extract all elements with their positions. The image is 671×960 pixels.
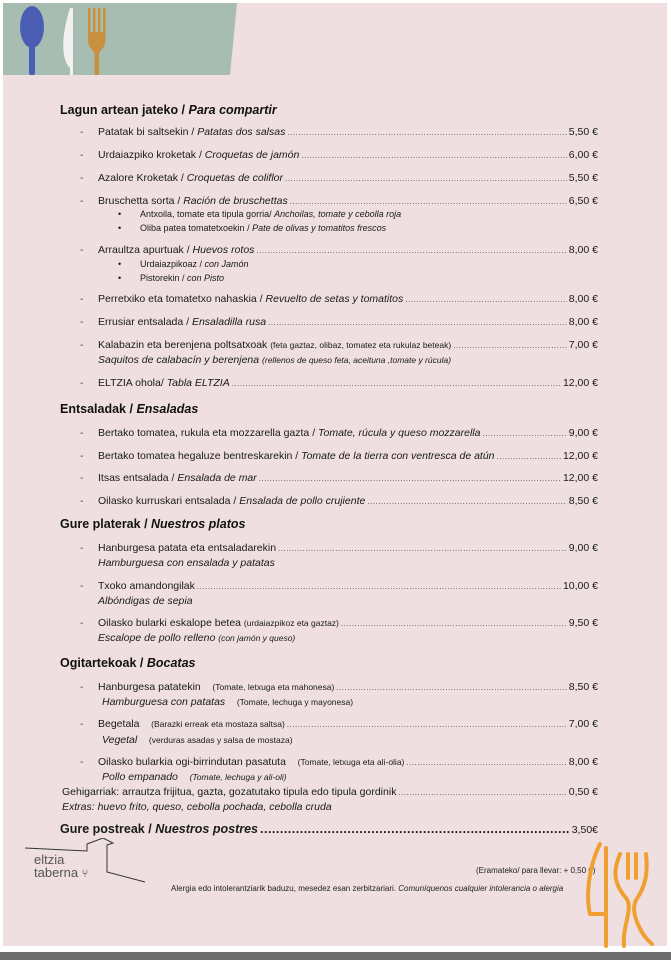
- item-ingredients-es: (verduras asadas y salsa de mostaza): [148, 735, 293, 745]
- item-price: 8,00 €: [568, 293, 598, 305]
- section-heading-nuestros-platos: [60, 517, 245, 531]
- item-option: • Pistorekin / con Pisto: [118, 273, 225, 283]
- section-heading-para-compartir: [60, 103, 277, 117]
- item-ingredients-es: (Tomate, lechuga y ali-oli): [189, 772, 287, 782]
- item-ingredients-es: (Tomate, lechuga y mayonesa): [236, 697, 354, 707]
- section-title-es: Ensaladas: [136, 402, 199, 416]
- menu-item: - Patatak bi saltsekin / Patatas dos salsas ..... 5,50 €: [80, 126, 598, 140]
- item-name-eu: Hanburgesa patatekin: [98, 681, 213, 693]
- item-ingredients-eu: (urdaiazpikoz eta gaztaz): [243, 618, 339, 628]
- menu-item: - Begetala (Barazki erreak eta mostaza saltsa) ..... 7,00 €: [80, 718, 598, 732]
- item-name-eu: Oilasko bularki eskalope betea: [98, 617, 244, 629]
- menu-item: - Itsas entsalada / Ensalada de mar ..... 12,00 €: [80, 472, 598, 486]
- item-name-eu: Perretxiko eta tomatetxo nahaskia /: [98, 293, 266, 305]
- item-name-es: Croquetas de coliflor: [186, 172, 284, 184]
- section-title-es: Para compartir: [188, 103, 277, 117]
- item-ingredients-eu: (feta gaztaz, olibaz, tomatez eta rukulaz beteak): [270, 340, 452, 350]
- extras-es: Extras: huevo frito, queso, cebolla pochada, cebolla cruda: [62, 801, 332, 813]
- item-price: 5,50 €: [568, 172, 598, 184]
- item-price: 8,00 €: [568, 244, 598, 256]
- dot-leader: [367, 497, 566, 506]
- section-title-es: Nuestros platos: [151, 517, 246, 531]
- dot-leader: [482, 429, 566, 438]
- menu-item: - Kalabazin eta berenjena poltsatxoak (feta gaztaz, olibaz, tomatez eta rukulaz beteak) ..... 7,00 €: [80, 339, 598, 353]
- item-name-eu: Kalabazin eta berenjena poltsatxoak: [98, 339, 271, 351]
- item-ingredients-es: (rellenos de queso feta, aceituna ,tomate y rúcula): [262, 355, 452, 365]
- menu-item: - Bertako tomatea, rukula eta mozzarella gazta / Tomate, rúcula y queso mozzarella ..... 9,00 €: [80, 427, 598, 441]
- extras-eu: Gehigarriak: arrautza frijitua, gazta, gozatutako tipula edo tipula gordinik: [62, 786, 397, 798]
- logo-line1: eltzia: [34, 852, 65, 867]
- item-price: 12,00 €: [562, 377, 598, 389]
- dot-leader: [301, 151, 566, 160]
- item-name-es: Tomate de la tierra con ventresca de atún: [301, 450, 495, 462]
- item-price: 6,50 €: [568, 195, 598, 207]
- menu-item: - Perretxiko eta tomatetxo nahaskia / Revuelto de setas y tomatitos ..... 8,00 €: [80, 293, 598, 307]
- menu-item: - ELTZIA ohola/ Tabla ELTZIA ..... 12,00 €: [80, 377, 598, 391]
- extras-translation: [62, 801, 332, 813]
- item-name-es: Ensalada de mar: [177, 472, 257, 484]
- item-name-eu: Begetala: [98, 718, 152, 730]
- item-price: 12,00 €: [562, 450, 598, 462]
- item-name-es: Tomate, rúcula y queso mozzarella: [318, 427, 481, 439]
- extras-price: 0,50 €: [568, 786, 598, 798]
- dot-leader: [268, 318, 567, 327]
- section-heading-ensaladas: [60, 402, 198, 416]
- logo-line2: taberna: [34, 865, 79, 880]
- item-option: • Antxoila, tomate eta tipula gorria/ Anchoilas, tomate y cebolla roja: [118, 209, 402, 219]
- item-name-eu: Errusiar entsalada /: [98, 316, 192, 328]
- item-price: 9,50 €: [568, 617, 598, 629]
- item-price: 12,00 €: [562, 472, 598, 484]
- item-price: 6,00 €: [568, 149, 598, 161]
- item-ingredients-es: (con jamón y queso): [218, 633, 296, 643]
- item-name-es: Tabla ELTZIA: [166, 377, 230, 389]
- extras-row: [62, 786, 598, 800]
- menu-item: - Oilasko bularkia ogi-birrindutan pasatuta (Tomate, letxuga eta ali-olia) ..... 8,00 €: [80, 756, 598, 770]
- item-name-es: Patatas dos salsas: [197, 126, 286, 138]
- item-name-es: Pollo empanado: [102, 771, 190, 783]
- item-name-es: Hamburguesa con ensalada y patatas: [98, 557, 275, 569]
- section-title-eu: Entsaladak /: [60, 402, 137, 416]
- item-name-eu: Azalore Kroketak /: [98, 172, 187, 184]
- section-title-eu: Lagun artean jateko /: [60, 103, 189, 117]
- item-translation: [98, 595, 193, 607]
- item-translation: [102, 696, 353, 708]
- menu-item: - Bruschetta sorta / Ración de bruschettas ..... 6,50 €: [80, 195, 598, 209]
- dot-leader: [497, 452, 561, 461]
- option-es: Pate de olivas y tomatitos frescos: [252, 223, 387, 233]
- item-name-es: Escalope de pollo relleno: [98, 632, 219, 644]
- item-price: 7,00 €: [568, 718, 598, 730]
- item-price: 9,00 €: [568, 427, 598, 439]
- item-option: • Oliba patea tomatetxoekin / Pate de olivas y tomatitos frescos: [118, 223, 387, 233]
- option-eu: Pistorekin /: [140, 273, 188, 283]
- item-price: 9,00 €: [568, 542, 598, 554]
- fork-knife-icon: ⑂: [81, 868, 89, 880]
- menu-item: - Bertako tomatea hegaluze bentreskarekin / Tomate de la tierra con ventresca de atún ..... 12,00 €: [80, 450, 598, 464]
- option-es: Anchoilas, tomate y cebolla roja: [274, 209, 402, 219]
- item-name-eu: Itsas entsalada /: [98, 472, 178, 484]
- item-translation: [102, 734, 293, 746]
- logo-wordmark: [34, 853, 88, 881]
- menu-item: - Azalore Kroketak / Croquetas de coliflor ..... 5,50 €: [80, 172, 598, 186]
- option-es: con Pisto: [187, 273, 225, 283]
- allergy-note: [171, 884, 563, 893]
- dot-leader: [405, 295, 567, 304]
- item-price: 8,50 €: [568, 681, 598, 693]
- logo-line2-wrap: [34, 866, 88, 881]
- item-option: • Urdaiazpikoaz / con Jamón: [118, 259, 249, 269]
- item-name-es: Albóndigas de sepia: [98, 595, 193, 607]
- item-name-es: Huevos rotos: [192, 244, 255, 256]
- item-price: 5,50 €: [568, 126, 598, 138]
- item-name-es: Ración de bruschettas: [183, 195, 288, 207]
- item-name-eu: Hanburgesa patata eta entsaladarekin: [98, 542, 277, 554]
- menu-item: - Arraultza apurtuak / Huevos rotos ..... 8,00 €: [80, 244, 598, 258]
- item-name-es: Croquetas de jamón: [204, 149, 300, 161]
- item-name-eu: Oilasko bularkia ogi-birrindutan pasatuta: [98, 756, 298, 768]
- dot-leader: [232, 379, 561, 388]
- desserts-eu: Gure postreak /: [60, 822, 156, 836]
- dot-leader: [259, 474, 561, 483]
- desserts-price: 3,50€: [571, 824, 598, 836]
- menu-item: - Errusiar entsalada / Ensaladilla rusa ..... 8,00 €: [80, 316, 598, 330]
- item-name-eu: Bertako tomatea, rukula eta mozzarella gazta /: [98, 427, 319, 439]
- item-name-eu: Oilasko kurruskari entsalada /: [98, 495, 240, 507]
- item-ingredients-eu: (Tomate, letxuga eta ali-olia): [297, 757, 405, 767]
- dot-leader: [341, 619, 567, 628]
- section-heading-bocatas: [60, 656, 195, 670]
- item-price: 8,00 €: [568, 316, 598, 328]
- option-eu: Oliba patea tomatetxoekin /: [140, 223, 253, 233]
- item-price: 10,00 €: [562, 580, 598, 592]
- allergy-eu: Alergia edo intolerantziarik baduzu, mesedez esan zerbitzariari.: [171, 884, 399, 893]
- dot-leader: [336, 683, 566, 692]
- dot-leader: [398, 788, 566, 797]
- item-name-eu: Arraultza apurtuak /: [98, 244, 193, 256]
- menu-item: - Hanburgesa patatekin (Tomate, letxuga eta mahonesa) ..... 8,50 €: [80, 681, 598, 695]
- item-name-es: Ensalada de pollo crujiente: [239, 495, 366, 507]
- dot-leader: [290, 197, 567, 206]
- item-translation: [98, 557, 275, 569]
- item-translation: [98, 354, 451, 366]
- item-name-es: Saquitos de calabacín y berenjena: [98, 354, 263, 366]
- menu-item: - Oilasko kurruskari entsalada / Ensalada de pollo crujiente ..... 8,50 €: [80, 495, 598, 509]
- dot-leader: [278, 544, 567, 553]
- bottom-edge-bar: [0, 952, 671, 960]
- item-price: 8,50 €: [568, 495, 598, 507]
- dot-leader: [285, 174, 567, 183]
- section-title-eu: Ogitartekoak /: [60, 656, 147, 670]
- section-title-es: Bocatas: [146, 656, 196, 670]
- option-eu: Urdaiazpikoaz /: [140, 259, 205, 269]
- dot-leader: [287, 720, 567, 729]
- item-ingredients-eu: (Barazki erreak eta mostaza saltsa): [151, 719, 285, 729]
- desserts-es: Nuestros postres: [155, 822, 258, 836]
- item-name-eu: Bertako tomatea hegaluze bentreskarekin /: [98, 450, 302, 462]
- option-es: con Jamón: [204, 259, 249, 269]
- item-name-eu: Txoko amandongilak: [98, 580, 195, 592]
- dot-leader: [453, 341, 567, 350]
- dot-leader: [260, 822, 570, 836]
- menu-item: - Txoko amandongilak ..... 10,00 €: [80, 580, 598, 594]
- item-price: 7,00 €: [568, 339, 598, 351]
- item-name-eu: ELTZIA ohola/: [98, 377, 167, 389]
- orange-cutlery-icon: [584, 838, 656, 950]
- item-price: 8,00 €: [568, 756, 598, 768]
- menu-item: - Oilasko bularki eskalope betea (urdaiazpikoz eta gaztaz) ..... 9,50 €: [80, 617, 598, 631]
- dot-leader: [256, 246, 566, 255]
- option-eu: Antxoila, tomate eta tipula gorria/: [140, 209, 275, 219]
- allergy-es: Comuníquenos cualquier intolerancia o alergia: [398, 884, 564, 893]
- item-translation: [98, 632, 295, 644]
- item-name-eu: Urdaiazpiko kroketak /: [98, 149, 205, 161]
- item-name-eu: Patatak bi saltsekin /: [98, 126, 198, 138]
- dot-leader: [406, 758, 566, 767]
- section-title-eu: Gure platerak /: [60, 517, 152, 531]
- item-name-es: Revuelto de setas y tomatitos: [265, 293, 404, 305]
- item-name-eu: Bruschetta sorta /: [98, 195, 184, 207]
- menu-item: - Urdaiazpiko kroketak / Croquetas de jamón ..... 6,00 €: [80, 149, 598, 163]
- item-ingredients-eu: (Tomate, letxuga eta mahonesa): [212, 682, 335, 692]
- item-name-es: Hamburguesa con patatas: [102, 696, 237, 708]
- takeaway-note: (Eramateko/ para llevar: + 0,50 €): [476, 866, 596, 875]
- cutlery-banner: [0, 0, 240, 78]
- desserts-row: [60, 822, 598, 836]
- item-translation: [102, 771, 287, 783]
- item-name-es: Vegetal: [102, 734, 149, 746]
- dot-leader: [197, 582, 561, 591]
- item-name-es: Ensaladilla rusa: [191, 316, 267, 328]
- menu-item: - Hanburgesa patata eta entsaladarekin ..... 9,00 €: [80, 542, 598, 556]
- dot-leader: [287, 128, 566, 137]
